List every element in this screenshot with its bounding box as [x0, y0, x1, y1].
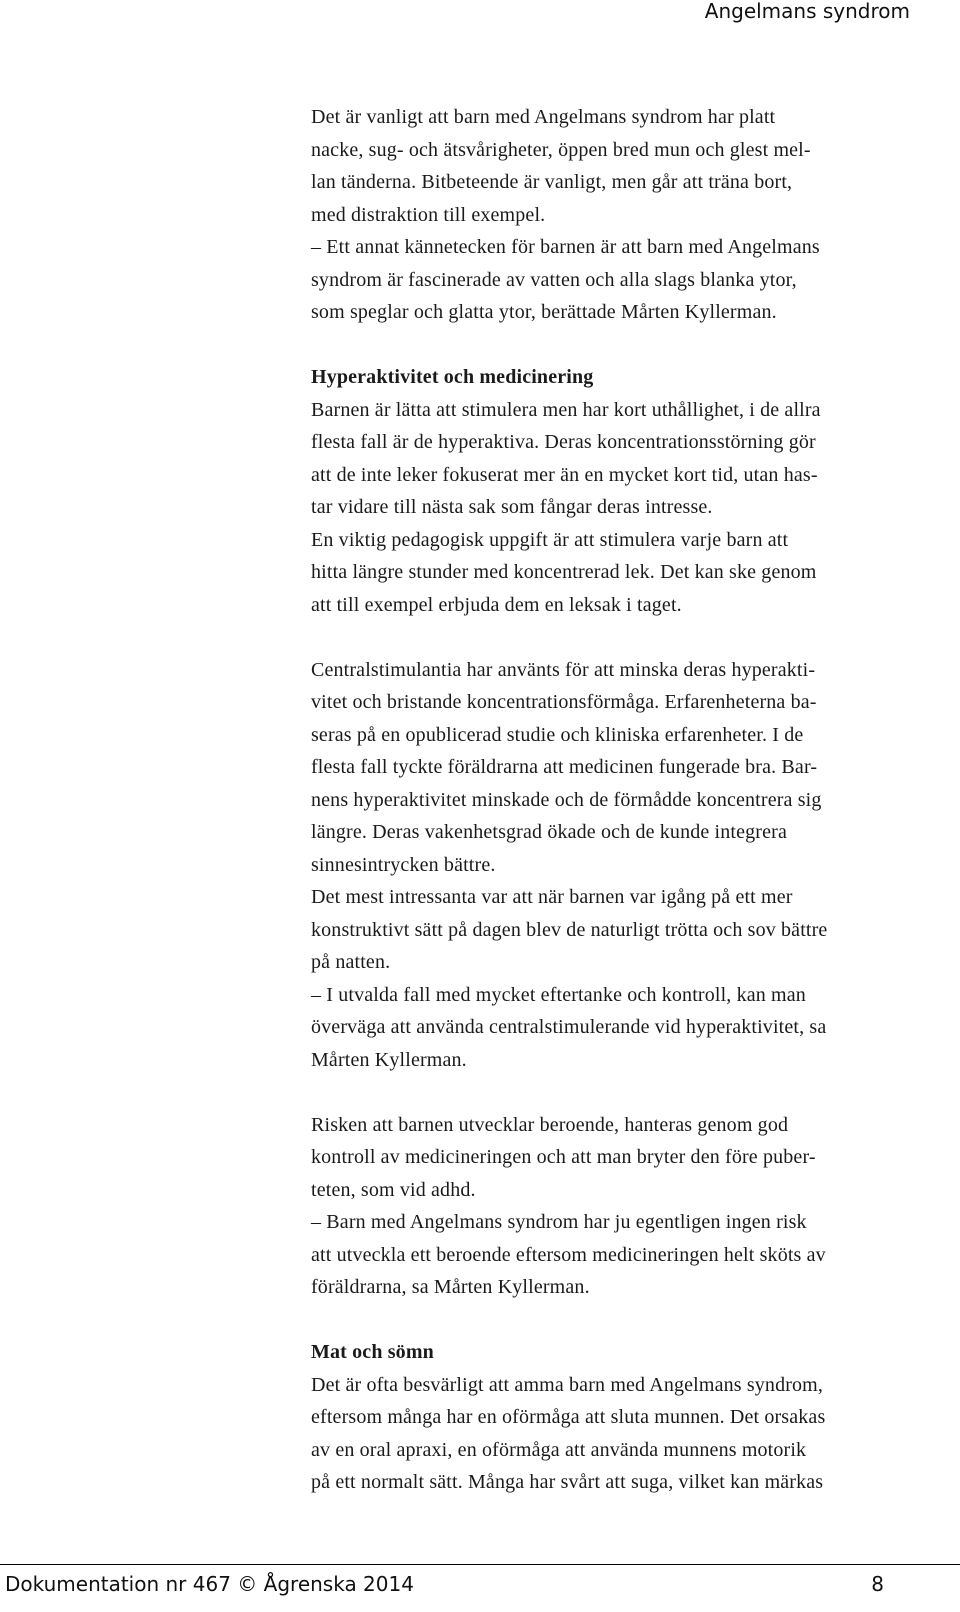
paragraph-dependency-risk: Risken att barnen utvecklar beroende, hanteras genom god kontroll av medicineringen och att man bryter den före puber- teten, som vid adhd. – Barn med Angelmans syndrom har ju egentligen ingen risk att utveckla ett beroende eftersom medicineringen helt sköts av föräldrarna, sa Mårten Kyllerman.: [311, 1113, 826, 1298]
paragraph-food-sleep: Det är ofta besvärligt att amma barn med Angelmans syndrom, eftersom många har en oförmåga att sluta munnen. Det orsakas av en oral apraxi, en oförmåga att använda munnens motorik på ett normalt sätt. Många har svårt att suga, vilket kan märkas: [311, 1373, 826, 1493]
paragraph-gap: [311, 1304, 943, 1337]
section-heading-hyperactivity: Hyperaktivitet och medicinering: [311, 366, 594, 388]
running-header: Angelmans syndrom: [704, 0, 910, 23]
paragraph-gap: [311, 1076, 943, 1109]
page-footer: [0, 1564, 960, 1604]
paragraph-central-stimulants: Centralstimulantia har använts för att minska deras hyperakti- vitet och bristande koncentrationsförmåga. Erfarenheterna ba- seras på en opublicerad studie och kliniska erfarenheter. I de flesta fall tyckte föräldrarna att medicinen fungerade bra. Bar- nens hyperaktivitet minskade och de förmådde koncentrera sig längre. Deras vakenhetsgrad ökade och de kunde integrera sinnesintrycken bättre. Det mest intressanta var att när barnen var igång på ett mer konstruktivt sätt på dagen blev de naturligt trötta och sov bättre på natten. – I utvalda fall med mycket eftertanke och kontroll, kan man överväga att använda centralstimulerande vid hyperaktivitet, sa Mårten Kyllerman.: [311, 658, 828, 1071]
paragraph-gap: [311, 329, 943, 362]
section-heading-food-sleep: Mat och sömn: [311, 1341, 434, 1363]
footer-divider: [0, 1564, 960, 1565]
page-number: 8: [871, 1572, 884, 1596]
article-body: [311, 101, 943, 1499]
paragraph-intro: Det är vanligt att barn med Angelmans syndrom har platt nacke, sug- och ätsvårigheter, öppen bred mun och glest mel- lan tänderna. Bitbeteende är vanligt, men går att träna bort, med distraktion till exempel. – Ett annat kännetecken för barnen är att barn med Angelmans syndrom är fascinerade av vatten och alla slags blanka ytor, som speglar och glatta ytor, berättade Mårten Kyllerman.: [311, 106, 820, 323]
footer-document-info: Dokumentation nr 467 © Ågrenska 2014: [5, 1572, 414, 1596]
paragraph-gap: [311, 621, 943, 654]
paragraph-hyperactivity: Barnen är lätta att stimulera men har kort uthållighet, i de allra flesta fall är de hyperaktiva. Deras koncentrationsstörning gör att de inte leker fokuserat mer än en mycket kort tid, utan has- tar vidare till nästa sak som fångar deras intresse. En viktig pedagogisk uppgift är att stimulera varje barn att hitta längre stunder med koncentrerad lek. Det kan ske genom att till exempel erbjuda dem en leksak i taget.: [311, 398, 821, 616]
